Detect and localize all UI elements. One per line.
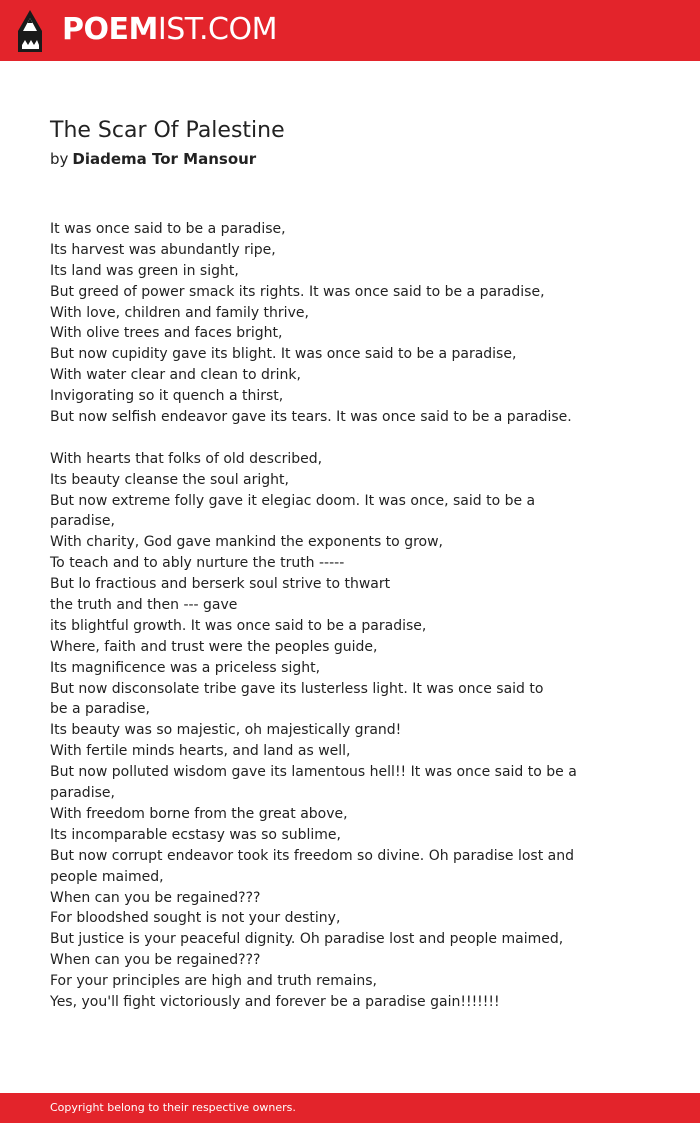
- poem-line: paradise,: [50, 513, 115, 530]
- poem-line: people maimed,: [50, 868, 164, 885]
- poem-title: The Scar Of Palestine: [50, 118, 285, 143]
- poem-line: be a paradise,: [50, 701, 150, 718]
- poem-line: For bloodshed sought is not your destiny,: [50, 910, 341, 927]
- poem-line: To teach and to ably nurture the truth -----: [50, 555, 345, 572]
- poem-line: With water clear and clean to drink,: [50, 367, 301, 384]
- poem-line: But now disconsolate tribe gave its lusterless light. It was once said to: [50, 680, 544, 697]
- poem-line: But now polluted wisdom gave its lamentous hell!! It was once said to be a: [50, 764, 577, 781]
- poem-line: Its land was green in sight,: [50, 262, 239, 279]
- poem-line: its blightful growth. It was once said to be a paradise,: [50, 617, 427, 634]
- poem-line: With charity, God gave mankind the exponents to grow,: [50, 534, 443, 551]
- poem-line: But justice is your peaceful dignity. Oh paradise lost and people maimed,: [50, 931, 564, 948]
- logo-text-bold: POEM: [62, 12, 158, 47]
- poem-line: But now cupidity gave its blight. It was once said to be a paradise,: [50, 346, 517, 363]
- poem-line: But now extreme folly gave it elegiac doom. It was once, said to be a: [50, 492, 536, 509]
- poem-line: With hearts that folks of old described,: [50, 450, 323, 467]
- site-logo[interactable]: [62, 12, 277, 48]
- poem-line: paradise,: [50, 785, 115, 802]
- poem-line: Invigorating so it quench a thirst,: [50, 388, 284, 405]
- poem-line: With freedom borne from the great above,: [50, 805, 348, 822]
- poem-line: Where, faith and trust were the peoples guide,: [50, 638, 378, 655]
- poem-line: But now selfish endeavor gave its tears. It was once said to be a paradise.: [50, 409, 572, 426]
- poem-line: Its beauty cleanse the soul aright,: [50, 471, 289, 488]
- copyright-notice: Copyright belong to their respective owners.: [50, 1101, 296, 1114]
- by-label: by: [50, 150, 69, 168]
- stanza-break: [50, 428, 590, 449]
- site-header: [0, 0, 700, 61]
- poem-body: [50, 219, 590, 1013]
- poem-line: Its magnificence was a priceless sight,: [50, 659, 321, 676]
- poem-line: When can you be regained???: [50, 889, 261, 906]
- poem-line: But lo fractious and berserk soul strive to thwart: [50, 576, 391, 593]
- logo-text-light: IST.COM: [157, 12, 277, 47]
- site-footer: [0, 1093, 700, 1123]
- poem-line: Its beauty was so majestic, oh majestically grand!: [50, 722, 402, 739]
- poem-line: But now corrupt endeavor took its freedom so divine. Oh paradise lost and: [50, 847, 575, 864]
- author-name: Diadema Tor Mansour: [72, 150, 257, 168]
- poem-line: For your principles are high and truth remains,: [50, 973, 377, 990]
- poem-line: With fertile minds hearts, and land as well,: [50, 743, 351, 760]
- byline: [50, 149, 256, 169]
- poem-line: the truth and then --- gave: [50, 597, 238, 614]
- poem-line: Its incomparable ecstasy was so sublime,: [50, 826, 341, 843]
- poem-line: With love, children and family thrive,: [50, 304, 309, 321]
- poem-line: When can you be regained???: [50, 952, 261, 969]
- poem-line: Yes, you'll fight victoriously and forever be a paradise gain!!!!!!!: [50, 993, 500, 1010]
- poem-line: It was once said to be a paradise,: [50, 221, 286, 237]
- poem-line: Its harvest was abundantly ripe,: [50, 241, 276, 258]
- poem-line: But greed of power smack its rights. It was once said to be a paradise,: [50, 283, 545, 300]
- poem-line: With olive trees and faces bright,: [50, 325, 283, 342]
- pencil-tip-icon[interactable]: [17, 9, 43, 53]
